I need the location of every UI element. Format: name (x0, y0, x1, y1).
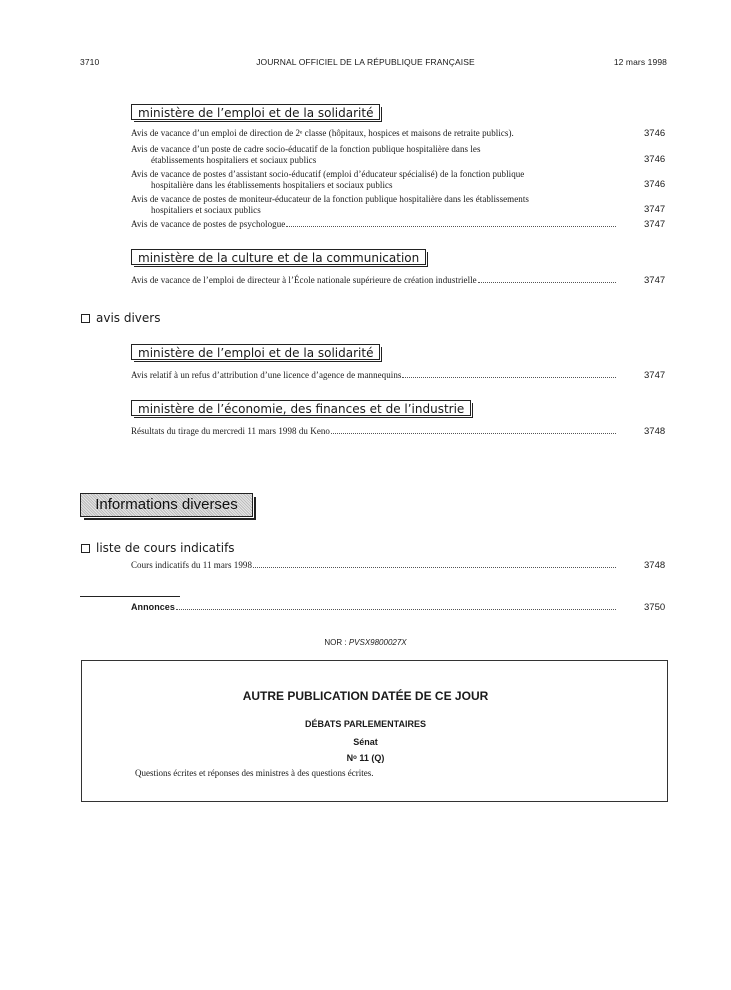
toc-entry-text: Avis de vacance d’un emploi de direction de 2ᵉ classe (hôpitaux, hospices et maisons de retraite publics). (131, 128, 514, 138)
ministry-heading-emploi: ministère de l’emploi et de la solidarité (131, 344, 380, 360)
issue-date: 12 mars 1998 (613, 57, 667, 67)
toc-entry-text: hospitalière dans les établissements hospitaliers et sociaux publics (151, 179, 393, 190)
ministry-heading-culture: ministère de la culture et de la communication (131, 249, 426, 265)
toc-entry[interactable] (131, 169, 617, 190)
toc-page: 3747 (644, 204, 666, 215)
nor-reference: NOR : PVSX9800027X (324, 638, 407, 647)
toc-page: 3746 (644, 179, 666, 190)
toc-entry-text: Avis de vacance d’un poste de cadre socio-éducatif de la fonction publique hospitalière dans les (131, 144, 481, 154)
toc-entry-text: Avis de vacance de l’emploi de directeur à l’École nationale supérieure de création industrielle (131, 275, 477, 285)
toc-entry[interactable] (131, 144, 617, 165)
toc-entry-text: établissements hospitaliers et sociaux publics (151, 154, 317, 165)
section-banner-informations-diverses: Informations diverses (80, 493, 253, 517)
other-publication-title: AUTRE PUBLICATION DATÉE DE CE JOUR (242, 689, 489, 703)
toc-page: 3747 (644, 370, 666, 381)
toc-page: 3748 (644, 426, 666, 437)
toc-entry[interactable] (131, 219, 617, 230)
toc-entry-annonces[interactable] (131, 602, 617, 613)
other-publication-number: Nᵒ 11 (Q) (346, 753, 385, 763)
ministry-heading-economie: ministère de l’économie, des finances et de l’industrie (131, 400, 471, 416)
toc-entry-text: Avis de vacance de postes de moniteur-éducateur de la fonction publique hospitalière dans les établissements (131, 194, 529, 204)
toc-entry-text: Avis de vacance de postes d’assistant socio-éducatif (emploi d’éducateur spécialisé) de la fonction publique (131, 169, 525, 179)
checkbox-square-icon (81, 314, 90, 323)
toc-entry[interactable] (131, 275, 617, 286)
page-number: 3710 (80, 57, 100, 67)
toc-entry-text: hospitaliers et sociaux publics (151, 204, 261, 215)
ministry-heading-emploi: ministère de l’emploi et de la solidarité (131, 104, 380, 120)
section-heading-avis-divers: avis divers (81, 311, 160, 325)
other-publication-subtitle: DÉBATS PARLEMENTAIRES (304, 719, 426, 729)
toc-page: 3746 (644, 154, 666, 165)
toc-page: 3747 (644, 219, 666, 230)
toc-page: 3747 (644, 275, 666, 286)
toc-page: 3748 (644, 560, 666, 571)
divider (80, 596, 180, 597)
section-heading-cours: liste de cours indicatifs (81, 541, 235, 555)
toc-page: 3746 (644, 128, 666, 139)
other-publication-chamber: Sénat (353, 737, 378, 747)
toc-entry[interactable] (131, 426, 617, 437)
toc-entry[interactable] (131, 560, 617, 571)
toc-entry-text: Avis de vacance de postes de psychologue (131, 219, 286, 229)
toc-page: 3750 (644, 602, 666, 613)
toc-entry[interactable] (131, 370, 617, 381)
toc-entry-text: Résultats du tirage du mercredi 11 mars 1998 du Keno (131, 426, 330, 436)
toc-entry-text: Annonces (131, 602, 175, 612)
toc-entry[interactable] (131, 128, 617, 139)
toc-entry-text: Cours indicatifs du 11 mars 1998 (131, 560, 253, 570)
checkbox-square-icon (81, 544, 90, 553)
other-publication-frame (81, 660, 668, 802)
toc-entry[interactable] (131, 194, 617, 215)
toc-entry-text: Avis relatif à un refus d’attribution d’une licence d’agence de mannequins (131, 370, 402, 380)
other-publication-description: Questions écrites et réponses des ministres à des questions écrites. (135, 768, 374, 778)
journal-title: JOURNAL OFFICIEL DE LA RÉPUBLIQUE FRANÇAISE (256, 57, 475, 67)
